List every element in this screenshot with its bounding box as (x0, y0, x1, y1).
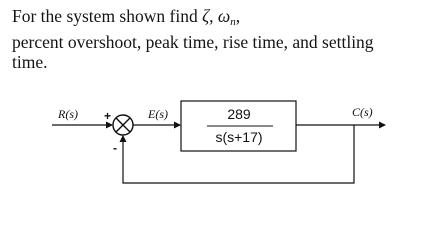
tf-denominator: s(s+17) (215, 129, 263, 145)
summing-junction (113, 115, 133, 135)
problem-line-3: time. (12, 52, 48, 72)
problem-line-1-text: For the system shown find (12, 6, 198, 26)
minus-sign: - (113, 141, 117, 155)
problem-line-1-trailing: , (235, 6, 241, 26)
input-label: R(s) (58, 107, 78, 121)
plus-sign: + (104, 109, 112, 123)
problem-line-2: percent overshoot, peak time, rise time, and settling (12, 32, 374, 52)
output-label: C(s) (352, 105, 373, 119)
zeta-symbol: ζ (202, 6, 210, 26)
error-label: E(s) (148, 107, 168, 121)
tf-numerator: 289 (227, 106, 251, 122)
omega-symbol: ω (217, 6, 231, 26)
omega-subscript: n (230, 16, 236, 28)
problem-line-1: For the system shown find ζ, $\omega_n$, (12, 6, 241, 28)
